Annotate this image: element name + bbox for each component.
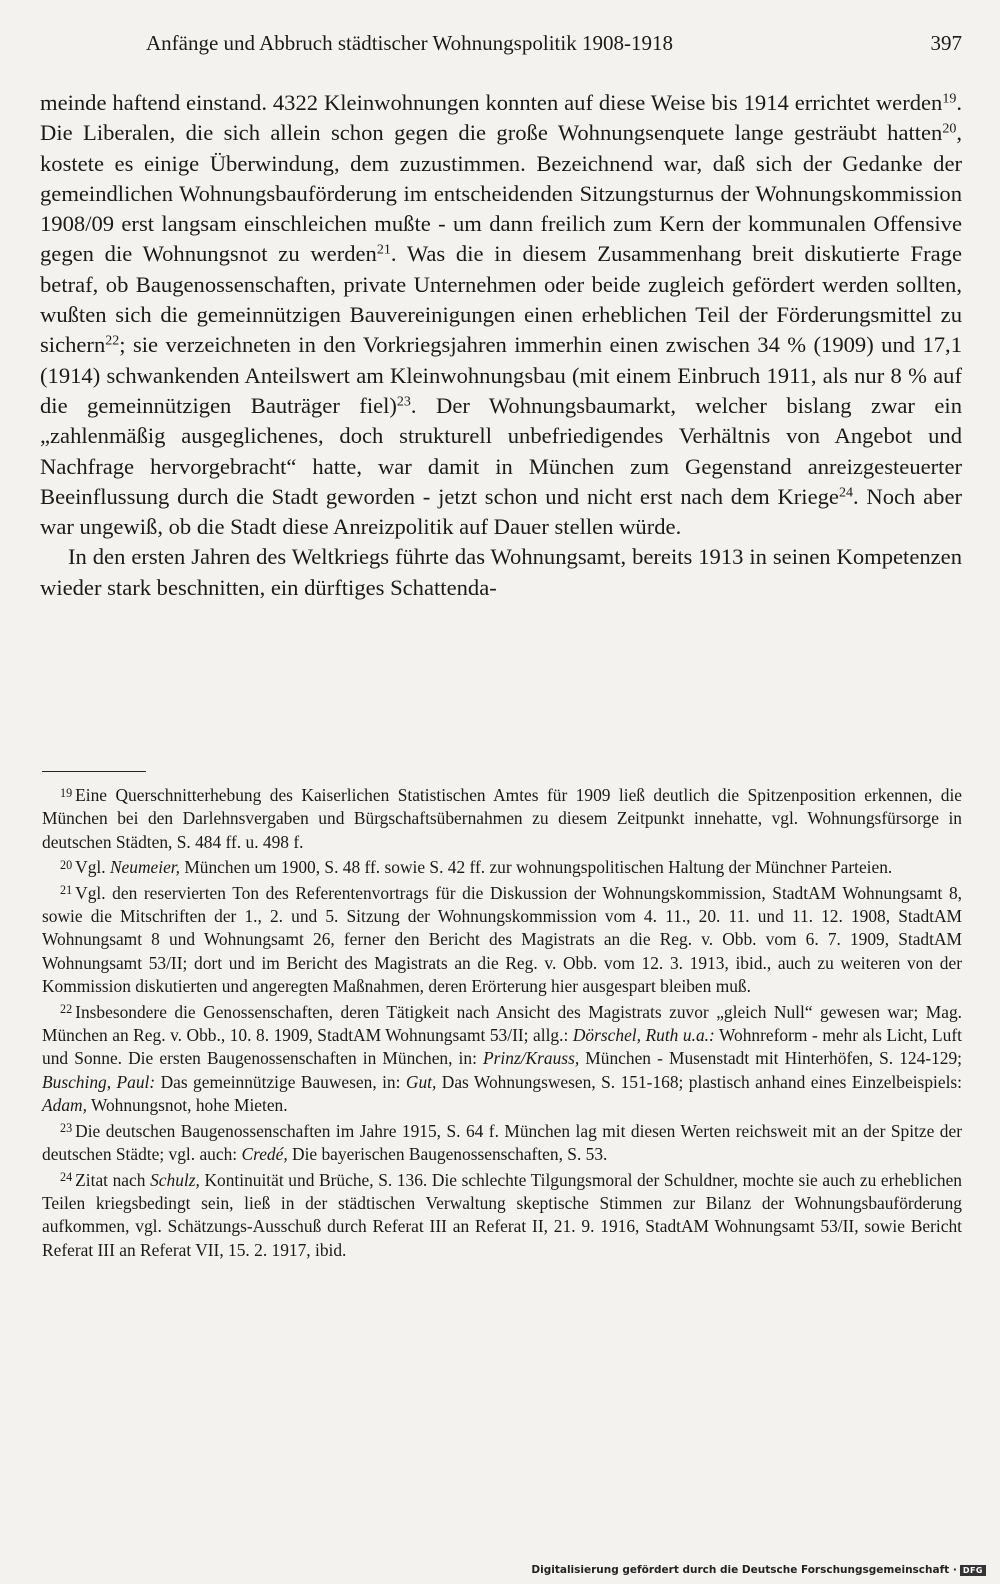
footnote-number: 19 bbox=[60, 785, 73, 800]
footnote-ref-24[interactable]: 24 bbox=[838, 485, 853, 501]
page-number: 397 bbox=[930, 31, 962, 55]
footnote-ref-20[interactable]: 20 bbox=[942, 121, 957, 137]
footnote-23: $^{23}$ Die deutschen Baugenossenschaften im Jahre 1915, S. 64 f. München lag mit diesen Werten reichsweit mit an der Spitze der deutschen Städte; vgl. auch: Credé, Die bayerischen Baugenossenschaften, S. 53. bbox=[42, 1120, 962, 1165]
footnote-ref-23[interactable]: 23 bbox=[396, 394, 411, 410]
footnote-ref-19[interactable]: 19 bbox=[942, 91, 957, 107]
footnote-number: 24 bbox=[60, 1170, 73, 1185]
footnote-number: 20 bbox=[60, 857, 73, 872]
footnote-ref-22[interactable]: 22 bbox=[105, 333, 120, 349]
author-name: Adam, bbox=[42, 1095, 87, 1116]
dfg-logo: DFG bbox=[960, 1565, 986, 1576]
author-name: Dörschel, Ruth u.a.: bbox=[572, 1025, 715, 1046]
author-name: Schulz, bbox=[150, 1169, 200, 1190]
footnote-ref-21[interactable]: 21 bbox=[376, 242, 391, 258]
footnote-number: 23 bbox=[60, 1121, 73, 1136]
author-name: Gut, bbox=[405, 1071, 437, 1092]
footnote-number: 22 bbox=[60, 1002, 73, 1017]
footnote-22: $^{22}$ Insbesondere die Genossenschaften, deren Tätigkeit nach Ansicht des Magistrats zuvor „gleich Null“ gewesen war; Mag. München an Reg. v. Obb., 10. 8. 1909, StadtAM Wohnungsamt 53/II; allg.: Dörschel, Ruth u.a.: Wohnreform - mehr als Licht, Luft und Sonne. Die ersten Baugenossenschaften in München, in: Prinz/Krauss, München - Musenstadt mit Hinterhöfen, S. 124-129; Busching, Paul: Das gemeinnützige Bauwesen, in: Gut, Das Wohnungswesen, S. 151-168; plastisch anhand eines Einzelbeispiels: Adam, Wohnungsnot, hohe Mieten. bbox=[42, 1001, 962, 1116]
author-name: Busching, Paul: bbox=[42, 1071, 156, 1092]
body-paragraph-2: In den ersten Jahren des Weltkriegs führte das Wohnungsamt, bereits 1913 in seinen Kompetenzen wieder stark beschnitten, ein dürftiges Schattenda- bbox=[40, 544, 962, 600]
footnote-number: 21 bbox=[60, 883, 73, 898]
author-name: Credé, bbox=[241, 1144, 288, 1165]
author-name: Prinz/Krauss, bbox=[483, 1048, 580, 1069]
footnote-separator bbox=[42, 771, 146, 772]
body-text bbox=[40, 88, 962, 603]
author-name: Neumeier, bbox=[109, 857, 180, 878]
digitization-footer bbox=[531, 1564, 986, 1576]
footnote-20: $^{20}$ Vgl. Neumeier, München um 1900, S. 48 ff. sowie S. 42 ff. zur wohnungspolitischen Haltung der Münchner Parteien. bbox=[60, 857, 893, 878]
footnote-19: $^{19}$ Eine Querschnitterhebung des Kaiserlichen Statistischen Amtes für 1909 ließ deutlich die Spitzenposition erkennen, die München bei den Darlehnsvergaben und Bürgschaftsübernahmen zu diesem Zeitpunkt innehatte, vgl. Wohnungsfürsorge in deutschen Städten, S. 484 ff. u. 498 f. bbox=[42, 785, 962, 852]
footnote-21: $^{21}$ Vgl. den reservierten Ton des Referentenvortrags für die Diskussion der Wohnungskommission, StadtAM Wohnungsamt 8, sowie die Mitschriften der 1., 2. und 5. Sitzung der Wohnungskommission vom 4. 11., 20. 11. und 11. 12. 1908, StadtAM Wohnungsamt 8 und Wohnungsamt 26, ferner den Bericht des Magistrats an die Reg. v. Obb. vom 6. 7. 1909, StadtAM Wohnungsamt 53/II; dort und im Bericht des Magistrats an die Reg. v. Obb. vom 12. 3. 1913, ibid., auch zu weiteren von der Kommission diskutierten und angeregten Maßnahmen, deren Erörterung hier ausgespart bleiben muß. bbox=[42, 882, 962, 997]
footnote-24: $^{24}$ Zitat nach Schulz, Kontinuität und Brüche, S. 136. Die schlechte Tilgungsmoral der Schuldner, mochte sie auch zu erheblichen Teilen kriegsbedingt sein, ließ in der städtischen Verwaltung skeptische Stimmen zur Bilanz der Wohnungsbauförderung aufkommen, vgl. Schätzungs-Ausschuß durch Referat III an Referat II, 21. 9. 1916, StadtAM Wohnungsamt 53/II, sowie Bericht Referat III an Referat VII, 15. 2. 1917, ibid. bbox=[42, 1169, 962, 1260]
running-head: Anfänge und Abbruch städtischer Wohnungspolitik 1908-1918 bbox=[146, 31, 673, 55]
digitization-note: Digitalisierung gefördert durch die Deutsche Forschungsgemeinschaft · bbox=[531, 1564, 957, 1576]
footnotes bbox=[42, 784, 962, 1264]
body-paragraph-1: meinde haftend einstand. 4322 Kleinwohnungen konnten auf diese Weise bis 1914 errichtet werden$^{19}$. Die Liberalen, die sich allein schon gegen die große Wohnungsenquete lange gesträubt hatten$^{20}$, kostete es einige Überwindung, dem zuzustimmen. Bezeichnend war, daß sich der Gedanke der gemeindlichen Wohnungsbauförderung im entscheidenden Sitzungsturnus der Wohnungskommission 1908/09 erst langsam einschleichen mußte - um dann freilich zum Kern der kommunalen Offensive gegen die Wohnungsnot zu werden$^{21}$. Was die in diesem Zusammenhang breit diskutierte Frage betraf, ob Baugenossenschaften, private Unternehmen oder beide zugleich gefördert werden sollten, wußten sich die gemeinnützigen Bauvereinigungen einen erheblichen Teil der Förderungsmittel zu sichern$^{22}$; sie verzeichneten in den Vorkriegsjahren immerhin einen zwischen 34 % (1909) und 17,1 (1914) schwankenden Anteilswert am Kleinwohnungsbau (mit einem Einbruch 1911, als nur 8 % auf die gemeinnützigen Bauträger fiel)$^{23}$. Der Wohnungsbaumarkt, welcher bislang zwar ein „zahlenmäßig ausgeglichenes, doch strukturell unbefriedigendes Verhältnis von Angebot und Nachfrage hervorgebracht“ hatte, war damit in München zum Gegenstand anreizgesteuerter Beeinflussung durch die Stadt geworden - jetzt schon und nicht erst nach dem Kriege$^{24}$. Noch aber war ungewiß, ob die Stadt diese Anreizpolitik auf Dauer stellen würde. bbox=[40, 90, 963, 540]
